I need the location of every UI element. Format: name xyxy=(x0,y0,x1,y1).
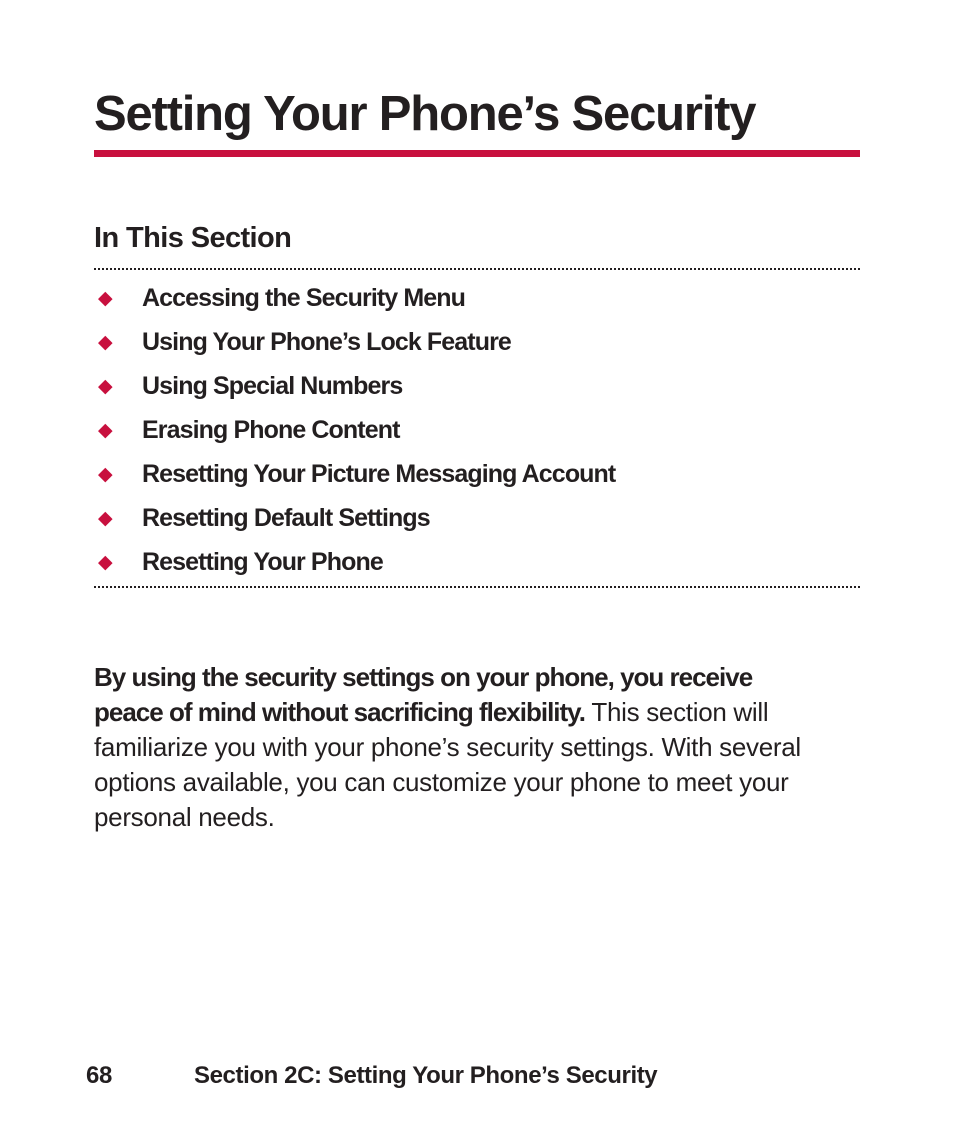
list-item xyxy=(94,540,615,584)
list-item xyxy=(94,276,615,320)
page-footer xyxy=(86,1062,786,1096)
toc-item-label: Accessing the Security Menu xyxy=(142,283,466,312)
toc-item-label: Using Special Numbers xyxy=(142,371,403,400)
footer-section-title: Section 2C: Setting Your Phone’s Security xyxy=(194,1062,658,1089)
page-number: 68 xyxy=(86,1062,112,1089)
diamond-bullet-icon: ◆ xyxy=(98,507,113,529)
toc-item-label: Resetting Your Phone xyxy=(142,547,383,576)
toc-item-label: Using Your Phone’s Lock Feature xyxy=(142,327,511,356)
list-item xyxy=(94,408,615,452)
title-rule xyxy=(94,150,860,157)
dotted-divider-bottom xyxy=(94,586,860,588)
list-item xyxy=(94,364,615,408)
diamond-bullet-icon: ◆ xyxy=(98,551,113,573)
section-heading: In This Section xyxy=(94,222,292,254)
list-item xyxy=(94,320,615,364)
diamond-bullet-icon: ◆ xyxy=(98,331,113,353)
list-item xyxy=(94,496,615,540)
intro-body-text: This section will familiarize you with your phone’s security settings. With several options available, you can customize your phone to meet your personal needs. xyxy=(94,697,801,832)
diamond-bullet-icon: ◆ xyxy=(98,375,113,397)
toc-item-label: Resetting Your Picture Messaging Account xyxy=(142,459,616,488)
page-title: Setting Your Phone’s Security xyxy=(94,87,756,141)
diamond-bullet-icon: ◆ xyxy=(98,463,113,485)
list-item xyxy=(94,452,615,496)
section-contents-list xyxy=(94,276,615,584)
intro-bold-text: By using the security settings on your phone, you receive peace of mind without sacrificing flexibility. xyxy=(94,662,753,727)
dotted-divider-top xyxy=(94,268,860,270)
toc-item-label: Resetting Default Settings xyxy=(142,503,430,532)
diamond-bullet-icon: ◆ xyxy=(98,419,113,441)
diamond-bullet-icon: ◆ xyxy=(98,287,113,309)
intro-paragraph xyxy=(94,660,814,835)
toc-item-label: Erasing Phone Content xyxy=(142,415,400,444)
